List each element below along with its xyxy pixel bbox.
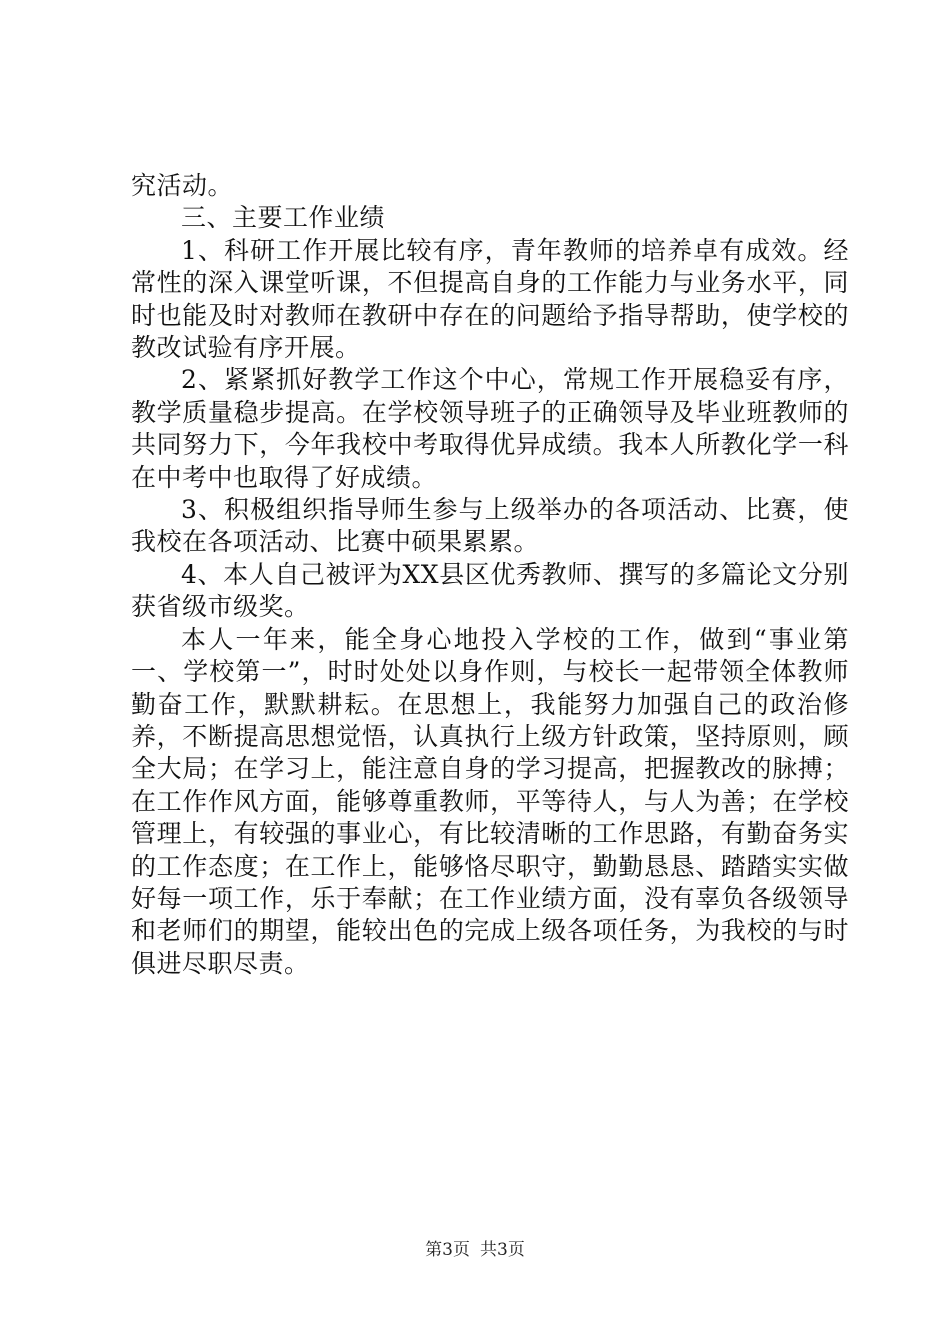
paragraph-item-4: 4、本人自己被评为XX县区优秀教师、撰写的多篇论文分别获省级市级奖。 [131, 559, 849, 622]
paragraph-item-1: 1、科研工作开展比较有序，青年教师的培养卓有成效。经常性的深入课堂听课，不但提高自身的工作能力与业务水平，同时也能及时对教师在教研中存在的问题给予指导帮助，使学校的教改试验有序开展。 [131, 235, 849, 363]
section-heading: 三、主要工作业绩 [181, 203, 386, 233]
page-number-current: 第3页 [425, 1240, 470, 1260]
page-footer [0, 1240, 950, 1260]
page-number-total: 共3页 [480, 1240, 525, 1260]
paragraph-item-3: 3、积极组织指导师生参与上级举办的各项活动、比赛，使我校在各项活动、比赛中硕果累累。 [131, 495, 849, 557]
paragraph-continuation: 究活动。 [131, 171, 234, 200]
document-body [131, 170, 849, 980]
paragraph-summary: 本人一年来，能全身心地投入学校的工作，做到“事业第一、学校第一”，时时处处以身作则，与校长一起带领全体教师勤奋工作，默默耕耘。在思想上，我能努力加强自己的政治修养，不断提高思想觉悟，认真执行上级方针政策，坚持原则，顾全大局；在学习上，能注意自身的学习提高，把握教改的脉搏；在工作作风方面，能够尊重教师，平等待人，与人为善；在学校管理上，有较强的事业心，有比较清晰的工作思路，有勤奋务实的工作态度；在工作上，能够恪尽职守，勤勤恳恳、踏踏实实做好每一项工作，乐于奉献；在工作业绩方面，没有辜负各级领导和老师们的期望，能较出色的完成上级各项任务，为我校的与时俱进尽职尽责。 [131, 624, 849, 978]
paragraph-item-2: 2、紧紧抓好教学工作这个中心，常规工作开展稳妥有序，教学质量稳步提高。在学校领导班子的正确领导及毕业班教师的共同努力下，今年我校中考取得优异成绩。我本人所教化学一科在中考中也取得了好成绩。 [131, 365, 849, 492]
